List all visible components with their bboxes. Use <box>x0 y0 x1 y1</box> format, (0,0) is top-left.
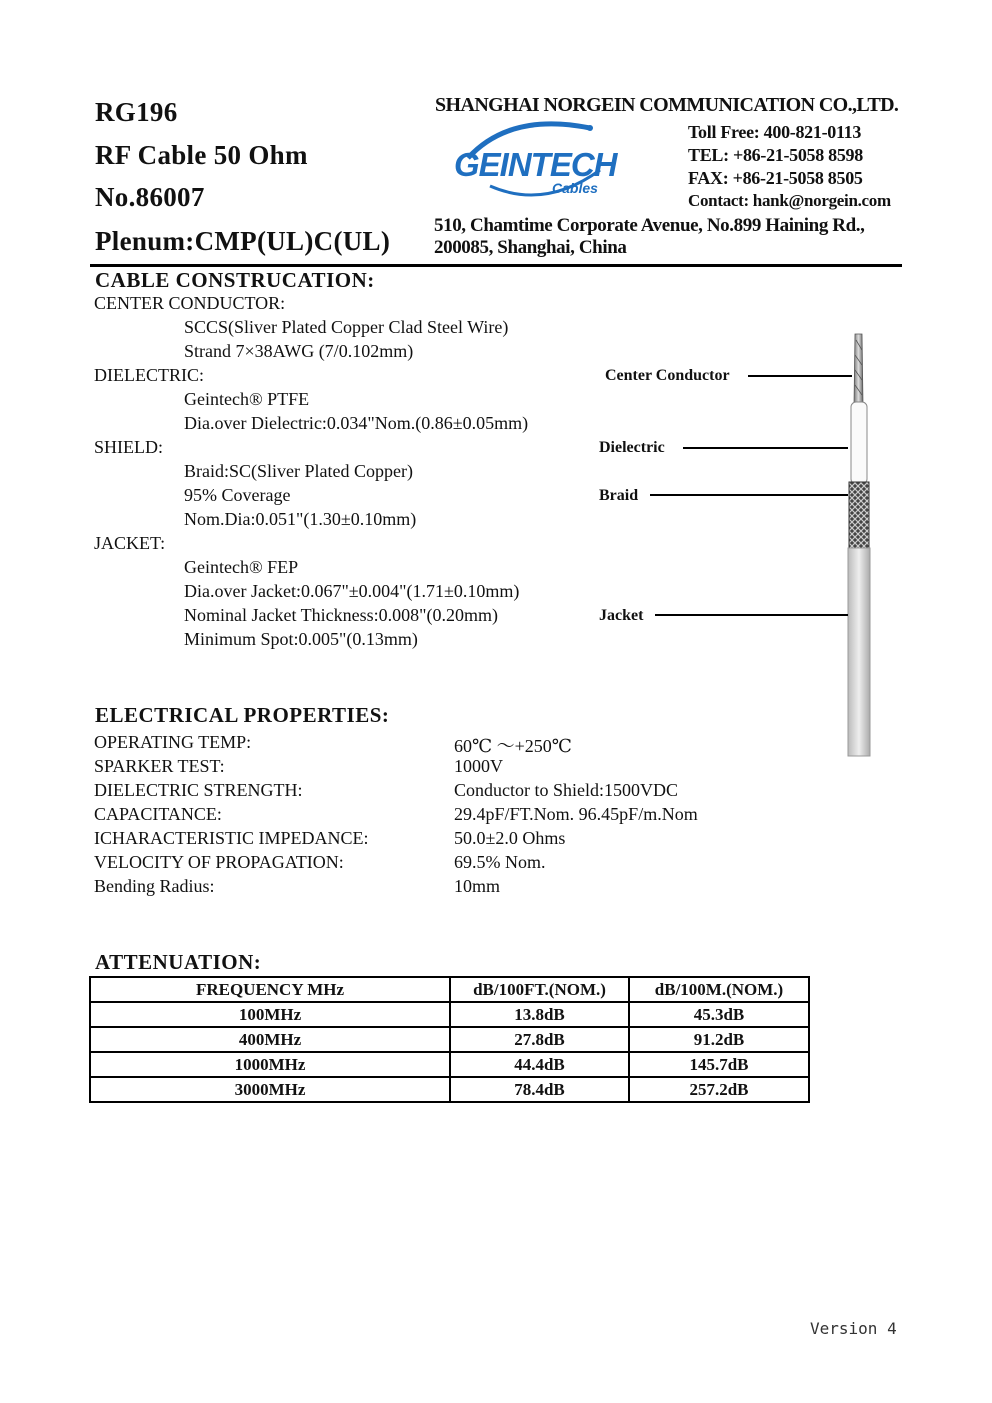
contact-email: Contact: hank@norgein.com <box>688 191 891 210</box>
prop-label: DIELECTRIC STRENGTH: <box>94 780 303 800</box>
attenuation-table <box>89 976 810 1103</box>
table-header-row <box>90 977 809 1002</box>
callout-center-conductor: Center Conductor <box>605 367 730 384</box>
table-cell: 45.3dB <box>629 1002 809 1027</box>
table-row <box>90 1002 809 1027</box>
table-row <box>90 1052 809 1077</box>
header-divider <box>90 264 902 267</box>
prop-value: 60℃ ～+250℃ <box>454 736 572 756</box>
callout-jacket: Jacket <box>599 607 644 624</box>
callout-braid: Braid <box>599 487 639 504</box>
table-cell: 91.2dB <box>629 1027 809 1052</box>
jacket-label: JACKET: <box>94 533 166 553</box>
prop-label: Bending Radius: <box>94 876 215 896</box>
prop-label: CAPACITANCE: <box>94 804 222 824</box>
table-cell: 400MHz <box>90 1027 450 1052</box>
dielectric-line-1: Geintech® PTFE <box>184 389 310 409</box>
dielectric-label: DIELECTRIC: <box>94 365 204 385</box>
prop-value: 29.4pF/FT.Nom. 96.45pF/m.Nom <box>454 804 698 824</box>
prop-label: VELOCITY OF PROPAGATION: <box>94 852 344 872</box>
callout-line-center-conductor <box>748 375 852 377</box>
shield-line-3: Nom.Dia:0.051"(1.30±0.10mm) <box>184 509 417 529</box>
jacket-line-1: Geintech® FEP <box>184 557 299 577</box>
electrical-heading: ELECTRICAL PROPERTIES: <box>95 703 390 727</box>
tel: TEL: +86-21-5058 8598 <box>688 145 863 165</box>
geintech-logo <box>450 118 620 208</box>
prop-value: Conductor to Shield:1500VDC <box>454 780 678 800</box>
table-row <box>90 1077 809 1102</box>
version-label: Version 4 <box>810 1319 897 1338</box>
fax: FAX: +86-21-5058 8505 <box>688 168 863 188</box>
table-cell: 27.8dB <box>450 1027 629 1052</box>
attenuation-heading: ATTENUATION: <box>95 950 262 974</box>
callout-line-dielectric <box>683 447 848 449</box>
plenum-title: Plenum:CMP(UL)C(UL) <box>95 226 391 256</box>
address-line-1: 510, Chamtime Corporate Avenue, No.899 Haining Rd., <box>434 215 865 236</box>
jacket-line-2: Dia.over Jacket:0.067"±0.004"(1.71±0.10mm) <box>184 581 520 601</box>
center-conductor-label: CENTER CONDUCTOR: <box>94 293 286 313</box>
table-cell: 100MHz <box>90 1002 450 1027</box>
table-cell: 3000MHz <box>90 1077 450 1102</box>
prop-label: ICHARACTERISTIC IMPEDANCE: <box>94 828 369 848</box>
company-name: SHANGHAI NORGEIN COMMUNICATION CO.,LTD. <box>435 94 899 116</box>
table-row <box>90 1027 809 1052</box>
dielectric-line-2: Dia.over Dielectric:0.034"Nom.(0.86±0.05mm) <box>184 413 529 433</box>
address-line-2: 200085, Shanghai, China <box>434 237 627 258</box>
prop-label: SPARKER TEST: <box>94 756 225 776</box>
cc-line-2: Strand 7×38AWG (7/0.102mm) <box>184 341 414 361</box>
prop-value: 10mm <box>454 876 501 896</box>
table-cell: 13.8dB <box>450 1002 629 1027</box>
prop-label: OPERATING TEMP: <box>94 732 252 752</box>
jacket-line-3: Nominal Jacket Thickness:0.008"(0.20mm) <box>184 605 498 625</box>
shield-label: SHIELD: <box>94 437 163 457</box>
construction-heading: CABLE CONSTRUCATION: <box>95 268 375 292</box>
table-cell: 44.4dB <box>450 1052 629 1077</box>
model-title: RG196 <box>95 97 178 127</box>
table-cell: 145.7dB <box>629 1052 809 1077</box>
shield-line-2: 95% Coverage <box>184 485 291 505</box>
logo-subtext: Cables <box>552 180 598 196</box>
prop-value: 1000V <box>454 756 503 776</box>
cc-line-1: SCCS(Sliver Plated Copper Clad Steel Wire) <box>184 317 509 337</box>
table-cell: 1000MHz <box>90 1052 450 1077</box>
description-title: RF Cable 50 Ohm <box>95 140 308 170</box>
prop-value: 50.0±2.0 Ohms <box>454 828 566 848</box>
callout-line-jacket <box>655 614 848 616</box>
header-cell: dB/100FT.(NOM.) <box>450 977 629 1002</box>
table-cell: 78.4dB <box>450 1077 629 1102</box>
table-cell: 257.2dB <box>629 1077 809 1102</box>
header-cell: dB/100M.(NOM.) <box>629 977 809 1002</box>
prop-value: 69.5% Nom. <box>454 852 546 872</box>
cable-illustration <box>840 330 880 760</box>
callout-dielectric: Dielectric <box>599 439 665 456</box>
callout-line-braid <box>650 494 848 496</box>
logo-text: GEINTECH <box>454 146 617 183</box>
jacket-line-4: Minimum Spot:0.005"(0.13mm) <box>184 629 418 649</box>
shield-line-1: Braid:SC(Sliver Plated Copper) <box>184 461 413 481</box>
header-cell: FREQUENCY MHz <box>90 977 450 1002</box>
toll-free: Toll Free: 400-821-0113 <box>688 122 862 142</box>
number-title: No.86007 <box>95 182 205 212</box>
